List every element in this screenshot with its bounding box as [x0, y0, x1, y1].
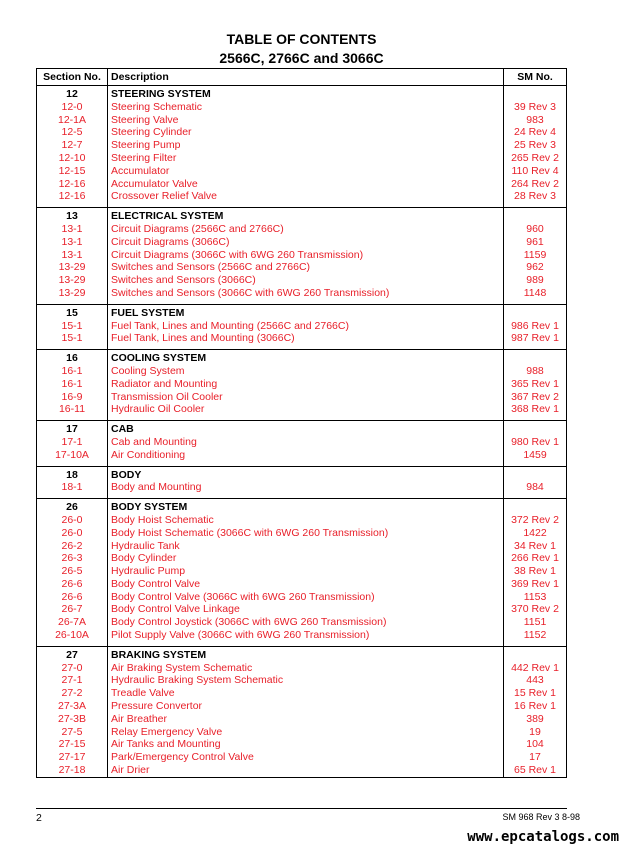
entry-section-no[interactable]: 27-5 — [37, 726, 108, 739]
entry-description-link[interactable]: Air Breather — [108, 713, 504, 726]
entry-sm-number[interactable]: 1459 — [504, 449, 567, 462]
entry-sm-number[interactable]: 17 — [504, 751, 567, 764]
entry-section-no[interactable]: 12-5 — [37, 126, 108, 139]
entry-section-no[interactable]: 13-1 — [37, 223, 108, 236]
toc-entry-row[interactable] — [37, 165, 567, 178]
entry-section-no[interactable]: 13-29 — [37, 261, 108, 274]
entry-section-no[interactable]: 12-10 — [37, 152, 108, 165]
toc-entry-row[interactable] — [37, 527, 567, 540]
entry-description-link[interactable]: Body Control Valve Linkage — [108, 603, 504, 616]
entry-description-link[interactable]: Switches and Sensors (3066C with 6WG 260 Transmission) — [108, 287, 504, 300]
entry-sm-number[interactable]: 28 Rev 3 — [504, 190, 567, 203]
document-reference: SM 968 Rev 3 8-98 — [502, 812, 580, 822]
entry-section-no[interactable]: 12-0 — [37, 101, 108, 114]
entry-description-link[interactable]: Body Control Valve (3066C with 6WG 260 Transmission) — [108, 591, 504, 604]
entry-description-link[interactable]: Treadle Valve — [108, 687, 504, 700]
section-sm-blank — [504, 350, 567, 365]
entry-description-link[interactable]: Steering Valve — [108, 114, 504, 127]
header-description: Description — [108, 69, 504, 86]
section-name: BRAKING SYSTEM — [108, 646, 504, 661]
toc-entry-row[interactable] — [37, 751, 567, 764]
entry-section-no[interactable]: 27-1 — [37, 674, 108, 687]
entry-sm-number[interactable]: 961 — [504, 236, 567, 249]
entry-description-link[interactable]: Steering Filter — [108, 152, 504, 165]
entry-section-no[interactable]: 16-11 — [37, 403, 108, 416]
entry-sm-number[interactable]: 372 Rev 2 — [504, 514, 567, 527]
section-sm-blank — [504, 466, 567, 481]
entry-sm-number[interactable]: 365 Rev 1 — [504, 378, 567, 391]
entry-section-no[interactable]: 26-0 — [37, 527, 108, 540]
toc-header-row — [37, 69, 567, 86]
entry-sm-number[interactable]: 368 Rev 1 — [504, 403, 567, 416]
entry-description-link[interactable]: Fuel Tank, Lines and Mounting (2566C and 2766C) — [108, 320, 504, 333]
toc-entry-row[interactable] — [37, 261, 567, 274]
entry-description-link[interactable]: Transmission Oil Cooler — [108, 391, 504, 404]
entry-section-no[interactable]: 26-5 — [37, 565, 108, 578]
entry-sm-number[interactable]: 1151 — [504, 616, 567, 629]
section-sm-blank — [504, 208, 567, 223]
toc-entry-row[interactable] — [37, 591, 567, 604]
toc-entry-row[interactable] — [37, 403, 567, 416]
entry-section-no[interactable]: 26-2 — [37, 540, 108, 553]
toc-entry-row[interactable] — [37, 332, 567, 345]
entry-description-link[interactable]: Hydraulic Tank — [108, 540, 504, 553]
toc-entry-row[interactable] — [37, 101, 567, 114]
section-number: 17 — [37, 421, 108, 436]
entry-section-no[interactable]: 26-7A — [37, 616, 108, 629]
toc-entry-row[interactable] — [37, 236, 567, 249]
entry-section-no[interactable]: 26-10A — [37, 629, 108, 642]
toc-entry-row[interactable] — [37, 139, 567, 152]
toc-entry-row[interactable] — [37, 578, 567, 591]
entry-section-no[interactable]: 12-1A — [37, 114, 108, 127]
toc-entry-row[interactable] — [37, 687, 567, 700]
entry-sm-number[interactable]: 1422 — [504, 527, 567, 540]
section-name: FUEL SYSTEM — [108, 304, 504, 319]
entry-section-no[interactable]: 13-29 — [37, 274, 108, 287]
toc-entry-row[interactable] — [37, 190, 567, 203]
entry-section-no[interactable]: 12-16 — [37, 190, 108, 203]
entry-description-link[interactable]: Radiator and Mounting — [108, 378, 504, 391]
entry-section-no[interactable]: 26-3 — [37, 552, 108, 565]
toc-entry-row[interactable] — [37, 603, 567, 616]
entry-description-link[interactable]: Crossover Relief Valve — [108, 190, 504, 203]
entry-description-link[interactable]: Body Cylinder — [108, 552, 504, 565]
entry-section-no[interactable]: 26-6 — [37, 578, 108, 591]
entry-sm-number[interactable]: 65 Rev 1 — [504, 764, 567, 777]
section-sm-blank — [504, 304, 567, 319]
section-header-row — [37, 466, 567, 481]
toc-entry-row[interactable] — [37, 700, 567, 713]
section-sm-blank — [504, 499, 567, 514]
entry-description-link[interactable]: Accumulator — [108, 165, 504, 178]
entry-section-no[interactable]: 27-3A — [37, 700, 108, 713]
entry-description-link[interactable]: Air Conditioning — [108, 449, 504, 462]
entry-section-no[interactable]: 27-15 — [37, 738, 108, 751]
entry-description-link[interactable]: Circuit Diagrams (3066C with 6WG 260 Transmission) — [108, 249, 504, 262]
entry-sm-number[interactable]: 1159 — [504, 249, 567, 262]
section-name: STEERING SYSTEM — [108, 86, 504, 101]
section-name: CAB — [108, 421, 504, 436]
entry-sm-number[interactable]: 989 — [504, 274, 567, 287]
entry-description-link[interactable]: Steering Schematic — [108, 101, 504, 114]
entry-sm-number[interactable]: 389 — [504, 713, 567, 726]
toc-table — [36, 68, 567, 778]
entry-sm-number[interactable]: 369 Rev 1 — [504, 578, 567, 591]
entry-section-no[interactable]: 17-10A — [37, 449, 108, 462]
entry-description-link[interactable]: Pilot Supply Valve (3066C with 6WG 260 Transmission) — [108, 629, 504, 642]
toc-entry-row[interactable] — [37, 274, 567, 287]
entry-section-no[interactable]: 26-7 — [37, 603, 108, 616]
entry-sm-number[interactable]: 15 Rev 1 — [504, 687, 567, 700]
entry-section-no[interactable]: 15-1 — [37, 320, 108, 333]
toc-entry-row[interactable] — [37, 378, 567, 391]
section-number: 12 — [37, 86, 108, 101]
toc-entry-row[interactable] — [37, 764, 567, 777]
entry-description-link[interactable]: Hydraulic Oil Cooler — [108, 403, 504, 416]
toc-entry-row[interactable] — [37, 481, 567, 494]
section-name: BODY — [108, 466, 504, 481]
entry-sm-number[interactable]: 39 Rev 3 — [504, 101, 567, 114]
entry-section-no[interactable]: 15-1 — [37, 332, 108, 345]
toc-entry-row[interactable] — [37, 552, 567, 565]
toc-entry-row[interactable] — [37, 674, 567, 687]
section-name: BODY SYSTEM — [108, 499, 504, 514]
toc-body — [37, 86, 567, 778]
toc-entry-row[interactable] — [37, 436, 567, 449]
section-header-row — [37, 421, 567, 436]
section-sm-blank — [504, 86, 567, 101]
entry-section-no[interactable]: 27-0 — [37, 662, 108, 675]
section-sm-blank — [504, 421, 567, 436]
entry-sm-number[interactable]: 24 Rev 4 — [504, 126, 567, 139]
section-header-row — [37, 646, 567, 661]
entry-sm-number[interactable]: 988 — [504, 365, 567, 378]
entry-section-no[interactable]: 13-1 — [37, 249, 108, 262]
entry-section-no[interactable]: 18-1 — [37, 481, 108, 494]
entry-description-link[interactable]: Cab and Mounting — [108, 436, 504, 449]
entry-sm-number[interactable]: 34 Rev 1 — [504, 540, 567, 553]
entry-description-link[interactable]: Body and Mounting — [108, 481, 504, 494]
entry-section-no[interactable]: 27-3B — [37, 713, 108, 726]
entry-description-link[interactable]: Circuit Diagrams (3066C) — [108, 236, 504, 249]
entry-section-no[interactable]: 12-16 — [37, 178, 108, 191]
toc-entry-row[interactable] — [37, 629, 567, 642]
section-header-row — [37, 499, 567, 514]
section-number: 15 — [37, 304, 108, 319]
toc-entry-row[interactable] — [37, 449, 567, 462]
entry-description-link[interactable]: Air Drier — [108, 764, 504, 777]
entry-description-link[interactable]: Switches and Sensors (3066C) — [108, 274, 504, 287]
section-header-row — [37, 86, 567, 101]
entry-section-no[interactable]: 13-1 — [37, 236, 108, 249]
entry-section-no[interactable]: 12-15 — [37, 165, 108, 178]
entry-sm-number[interactable]: 1148 — [504, 287, 567, 300]
entry-sm-number[interactable]: 25 Rev 3 — [504, 139, 567, 152]
entry-description-link[interactable]: Fuel Tank, Lines and Mounting (3066C) — [108, 332, 504, 345]
watermark: www.epcatalogs.com — [467, 829, 619, 845]
section-number: 16 — [37, 350, 108, 365]
page-number: 2 — [36, 812, 42, 824]
toc-entry-row[interactable] — [37, 738, 567, 751]
entry-sm-number[interactable]: 986 Rev 1 — [504, 320, 567, 333]
entry-sm-number[interactable]: 980 Rev 1 — [504, 436, 567, 449]
entry-description-link[interactable]: Body Control Joystick (3066C with 6WG 260 Transmission) — [108, 616, 504, 629]
entry-sm-number[interactable]: 960 — [504, 223, 567, 236]
entry-description-link[interactable]: Accumulator Valve — [108, 178, 504, 191]
toc-entry-row[interactable] — [37, 178, 567, 191]
toc-entry-row[interactable] — [37, 249, 567, 262]
section-sm-blank — [504, 646, 567, 661]
entry-sm-number[interactable]: 16 Rev 1 — [504, 700, 567, 713]
entry-sm-number[interactable]: 984 — [504, 481, 567, 494]
toc-entry-row[interactable] — [37, 391, 567, 404]
section-header-row — [37, 350, 567, 365]
entry-section-no[interactable]: 17-1 — [37, 436, 108, 449]
section-name: ELECTRICAL SYSTEM — [108, 208, 504, 223]
entry-description-link[interactable]: Cooling System — [108, 365, 504, 378]
toc-entry-row[interactable] — [37, 514, 567, 527]
entry-description-link[interactable]: Park/Emergency Control Valve — [108, 751, 504, 764]
toc-entry-row[interactable] — [37, 365, 567, 378]
toc-entry-row[interactable] — [37, 662, 567, 675]
section-number: 13 — [37, 208, 108, 223]
entry-section-no[interactable]: 16-1 — [37, 365, 108, 378]
entry-description-link[interactable]: Hydraulic Braking System Schematic — [108, 674, 504, 687]
toc-entry-row[interactable] — [37, 540, 567, 553]
entry-sm-number[interactable]: 110 Rev 4 — [504, 165, 567, 178]
entry-description-link[interactable]: Relay Emergency Valve — [108, 726, 504, 739]
section-number: 18 — [37, 466, 108, 481]
entry-description-link[interactable]: Body Hoist Schematic — [108, 514, 504, 527]
entry-sm-number[interactable]: 367 Rev 2 — [504, 391, 567, 404]
entry-sm-number[interactable]: 264 Rev 2 — [504, 178, 567, 191]
section-header-row — [37, 208, 567, 223]
toc-entry-row[interactable] — [37, 287, 567, 300]
toc-entry-row[interactable] — [37, 152, 567, 165]
entry-section-no[interactable]: 26-6 — [37, 591, 108, 604]
section-number: 26 — [37, 499, 108, 514]
page-subtitle: 2566C, 2766C and 3066C — [219, 50, 384, 66]
entry-sm-number[interactable]: 443 — [504, 674, 567, 687]
entry-description-link[interactable]: Circuit Diagrams (2566C and 2766C) — [108, 223, 504, 236]
page-title: TABLE OF CONTENTS — [226, 31, 377, 47]
entry-sm-number[interactable]: 265 Rev 2 — [504, 152, 567, 165]
toc-entry-row[interactable] — [37, 223, 567, 236]
toc-entry-row[interactable] — [37, 713, 567, 726]
entry-section-no[interactable]: 13-29 — [37, 287, 108, 300]
entry-sm-number[interactable]: 1152 — [504, 629, 567, 642]
entry-sm-number[interactable]: 442 Rev 1 — [504, 662, 567, 675]
entry-sm-number[interactable]: 370 Rev 2 — [504, 603, 567, 616]
entry-section-no[interactable]: 27-2 — [37, 687, 108, 700]
entry-description-link[interactable]: Body Control Valve — [108, 578, 504, 591]
entry-section-no[interactable]: 27-17 — [37, 751, 108, 764]
footer-divider — [36, 808, 567, 809]
entry-sm-number[interactable]: 962 — [504, 261, 567, 274]
entry-sm-number[interactable]: 1153 — [504, 591, 567, 604]
entry-sm-number[interactable]: 19 — [504, 726, 567, 739]
toc-entry-row[interactable] — [37, 616, 567, 629]
header-section-no: Section No. — [37, 69, 108, 86]
entry-description-link[interactable]: Steering Pump — [108, 139, 504, 152]
entry-section-no[interactable]: 26-0 — [37, 514, 108, 527]
entry-description-link[interactable]: Switches and Sensors (2566C and 2766C) — [108, 261, 504, 274]
entry-sm-number[interactable]: 38 Rev 1 — [504, 565, 567, 578]
entry-description-link[interactable]: Air Tanks and Mounting — [108, 738, 504, 751]
entry-sm-number[interactable]: 983 — [504, 114, 567, 127]
entry-section-no[interactable]: 27-18 — [37, 764, 108, 777]
section-header-row — [37, 304, 567, 319]
toc-entry-row[interactable] — [37, 565, 567, 578]
entry-description-link[interactable]: Hydraulic Pump — [108, 565, 504, 578]
entry-section-no[interactable]: 16-1 — [37, 378, 108, 391]
toc-entry-row[interactable] — [37, 126, 567, 139]
entry-sm-number[interactable]: 104 — [504, 738, 567, 751]
toc-entry-row[interactable] — [37, 114, 567, 127]
entry-description-link[interactable]: Pressure Convertor — [108, 700, 504, 713]
entry-description-link[interactable]: Body Hoist Schematic (3066C with 6WG 260 Transmission) — [108, 527, 504, 540]
entry-description-link[interactable]: Air Braking System Schematic — [108, 662, 504, 675]
entry-section-no[interactable]: 12-7 — [37, 139, 108, 152]
entry-section-no[interactable]: 16-9 — [37, 391, 108, 404]
header-sm-no: SM No. — [504, 69, 567, 86]
entry-description-link[interactable]: Steering Cylinder — [108, 126, 504, 139]
entry-sm-number[interactable]: 987 Rev 1 — [504, 332, 567, 345]
section-number: 27 — [37, 646, 108, 661]
section-name: COOLING SYSTEM — [108, 350, 504, 365]
toc-entry-row[interactable] — [37, 726, 567, 739]
entry-sm-number[interactable]: 266 Rev 1 — [504, 552, 567, 565]
toc-entry-row[interactable] — [37, 320, 567, 333]
